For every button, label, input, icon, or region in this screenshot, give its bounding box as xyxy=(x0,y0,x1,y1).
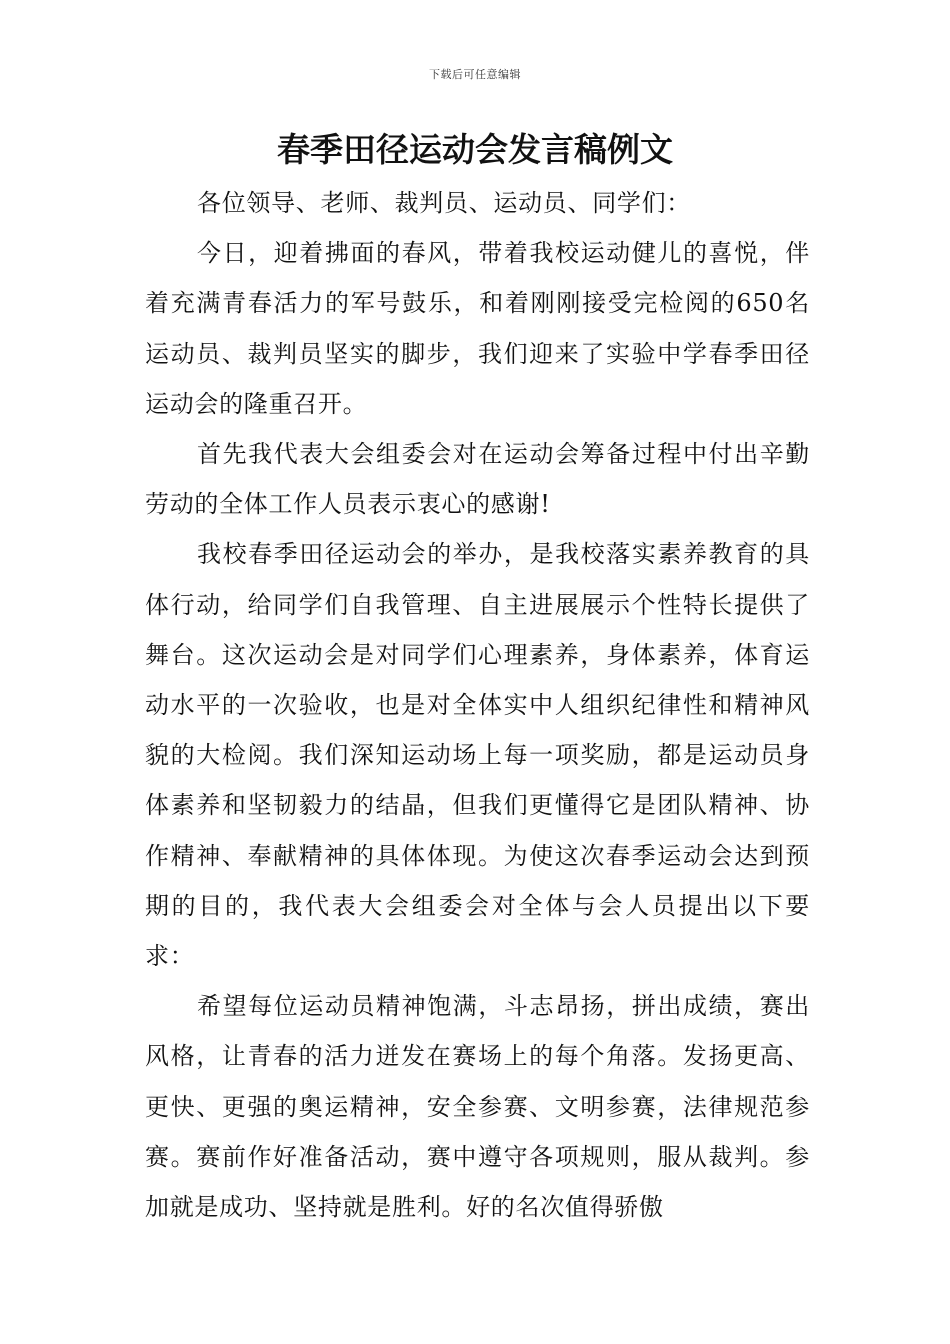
body-paragraph: 我校春季田径运动会的举办，是我校落实素养教育的具体行动，给同学们自我管理、自主进展展示个性特长提供了舞台。这次运动会是对同学们心理素养，身体素养，体育运动水平的一次验收，也是对全体实中人组织纪律性和精神风貌的大检阅。我们深知运动场上每一项奖励，都是运动员身体素养和坚韧毅力的结晶，但我们更懂得它是团队精神、协作精神、奉献精神的具体体现。为使这次春季运动会达到预期的目的，我代表大会组委会对全体与会人员提出以下要求： xyxy=(145,540,810,971)
header-note: 下载后可任意编辑 xyxy=(429,68,521,81)
body-paragraph: 首先我代表大会组委会对在运动会筹备过程中付出辛勤劳动的全体工作人员表示衷心的感谢! xyxy=(145,440,810,519)
body-paragraph: 今日，迎着拂面的春风，带着我校运动健儿的喜悦，伴着充满青春活力的军号鼓乐，和着刚刚接受完检阅的650名运动员、裁判员坚实的脚步，我们迎来了实验中学春季田径运动会的隆重召开。 xyxy=(145,239,810,418)
body-paragraph: 希望每位运动员精神饱满，斗志昂扬，拼出成绩，赛出风格，让青春的活力迸发在赛场上的每个角落。发扬更高、更快、更强的奥运精神，安全参赛、文明参赛，法律规范参赛。赛前作好准备活动，赛中遵守各项规则，服从裁判。参加就是成功、坚持就是胜利。好的名次值得骄傲 xyxy=(145,992,810,1222)
salutation-paragraph: 各位领导、老师、裁判员、运动员、同学们： xyxy=(197,189,691,217)
document-body xyxy=(145,178,810,1232)
document-title: 春季田径运动会发言稿例文 xyxy=(277,130,673,169)
